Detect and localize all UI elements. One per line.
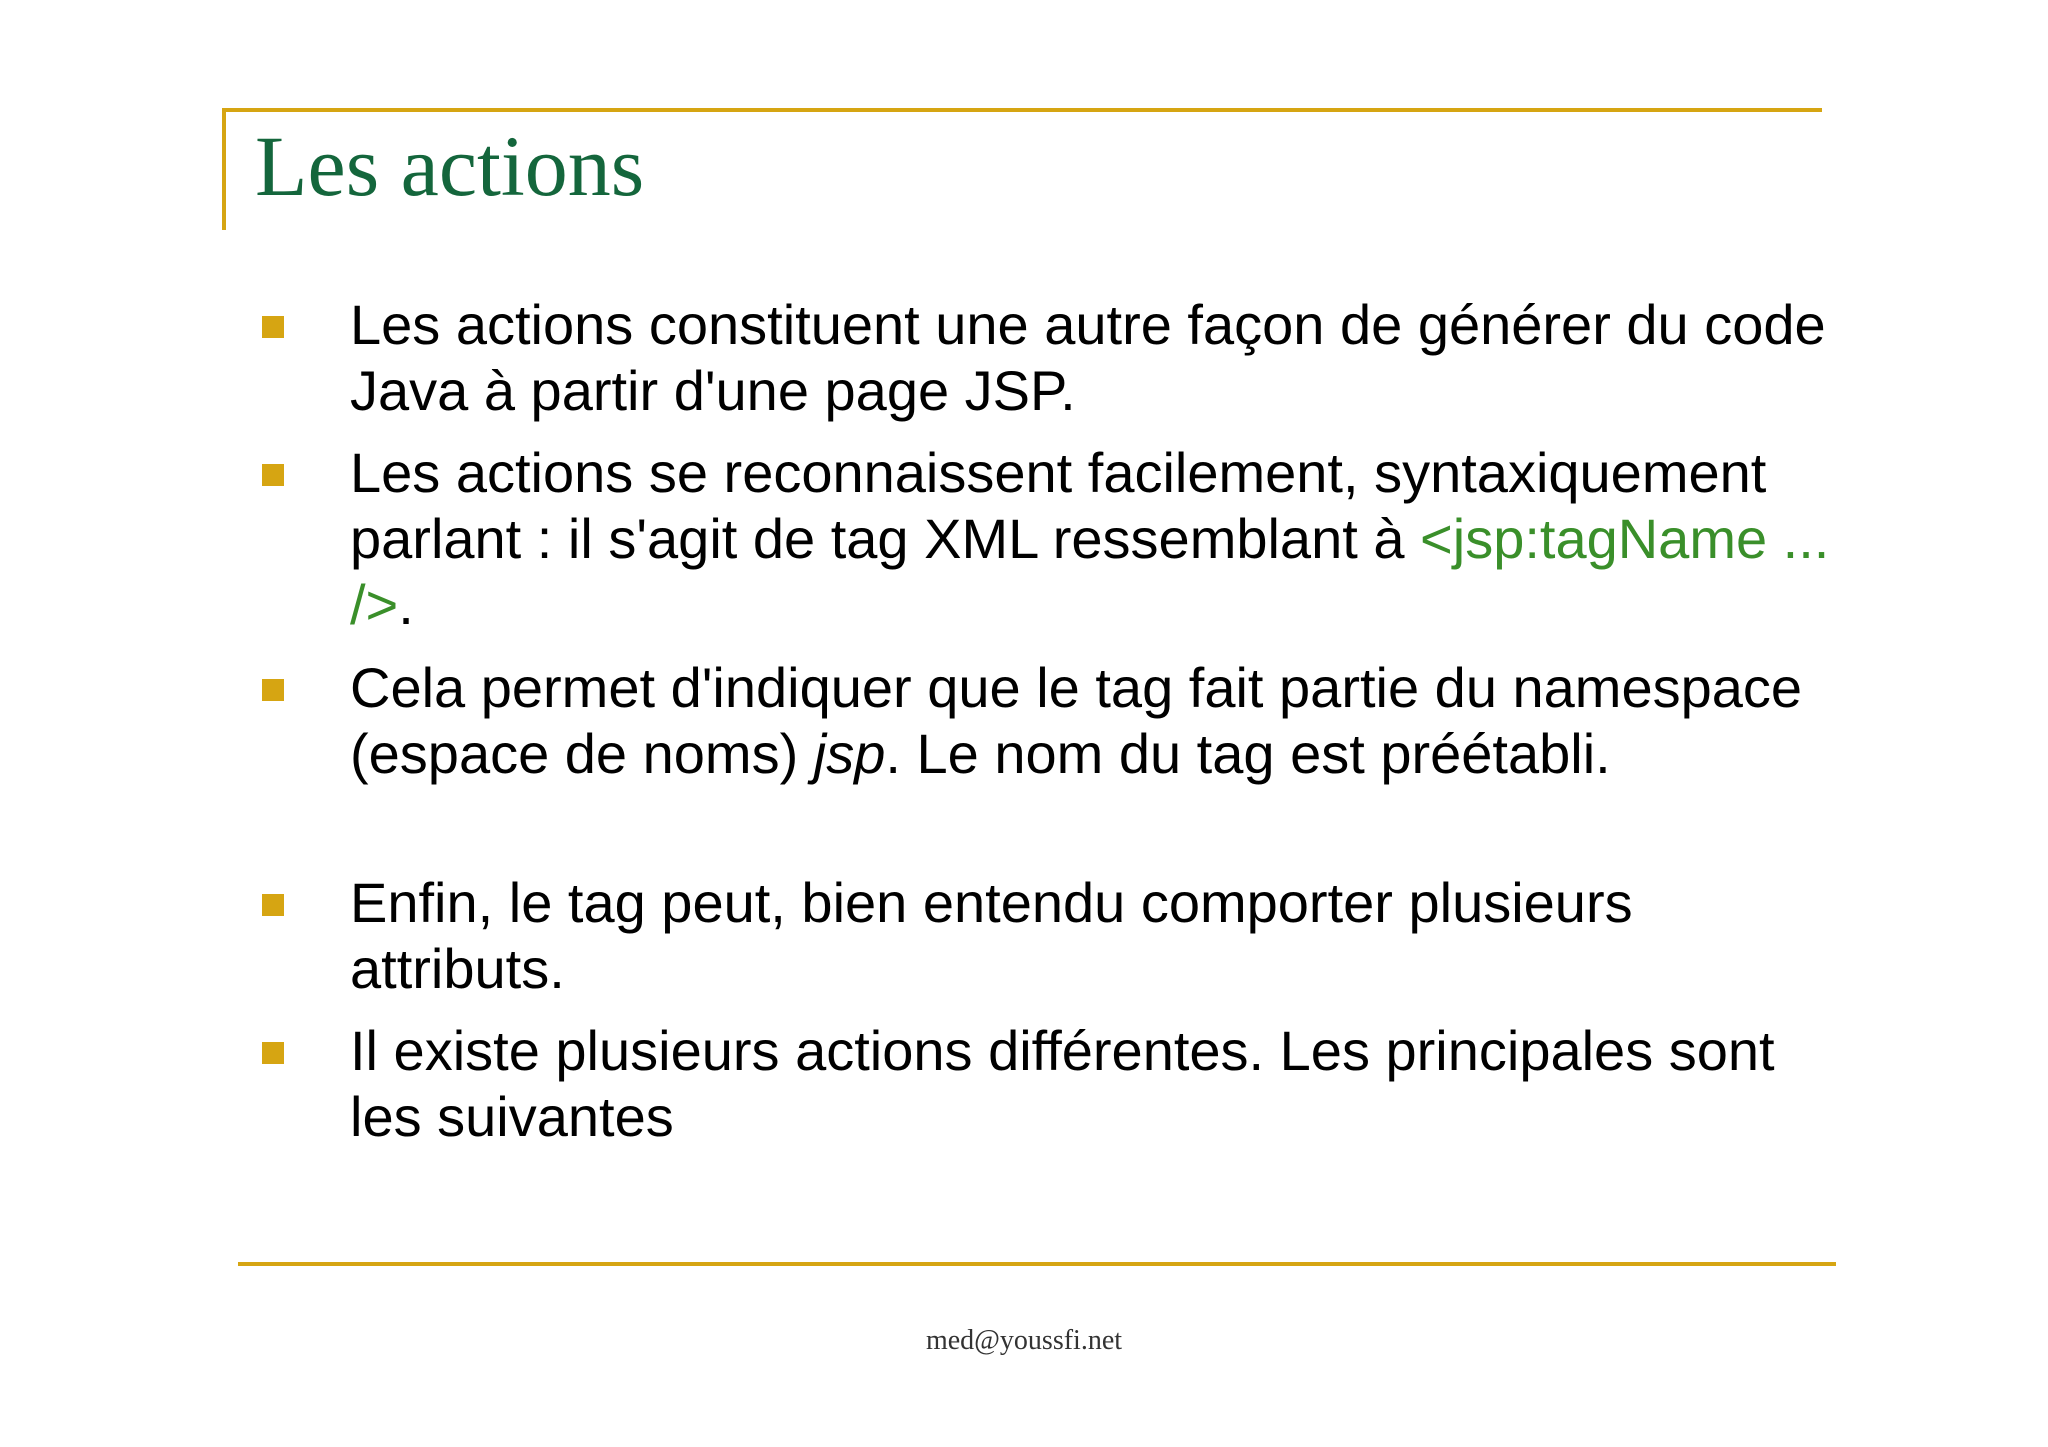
square-bullet-icon xyxy=(262,464,284,486)
square-bullet-icon xyxy=(262,316,284,338)
bullet-text-part: . xyxy=(398,573,414,636)
emphasis-text: jsp xyxy=(813,722,886,785)
code-snippet: <jsp:tagName ... /> xyxy=(350,507,1830,636)
footer-rule xyxy=(238,1262,1836,1266)
slide-title: Les actions xyxy=(255,118,645,214)
bullet-text xyxy=(350,440,1830,638)
bullet-text: Il existe plusieurs actions différentes. Les principales sont les suivantes xyxy=(350,1019,1775,1148)
square-bullet-icon xyxy=(262,894,284,916)
bullet-text-part: Cela permet d'indiquer que le tag fait partie du namespace (espace de noms) xyxy=(350,656,1803,785)
bullet-text: Enfin, le tag peut, bien entendu comporter plusieurs attributs. xyxy=(350,871,1633,1000)
square-bullet-icon xyxy=(262,1042,284,1064)
footer-email: med@youssfi.net xyxy=(925,1325,1123,1356)
title-frame-top-rule xyxy=(222,108,1822,112)
bullet-text xyxy=(350,655,1830,787)
title-frame-left-rule xyxy=(222,108,226,230)
bullet-text-part: . Le nom du tag est préétabli. xyxy=(885,722,1611,785)
bullet-text: Les actions constituent une autre façon de générer du code Java à partir d'une page JSP. xyxy=(350,293,1826,422)
square-bullet-icon xyxy=(262,679,284,701)
bullet-text-part: Les actions se reconnaissent facilement, syntaxiquement parlant : il s'agit de tag XML ressemblant à xyxy=(350,441,1767,570)
